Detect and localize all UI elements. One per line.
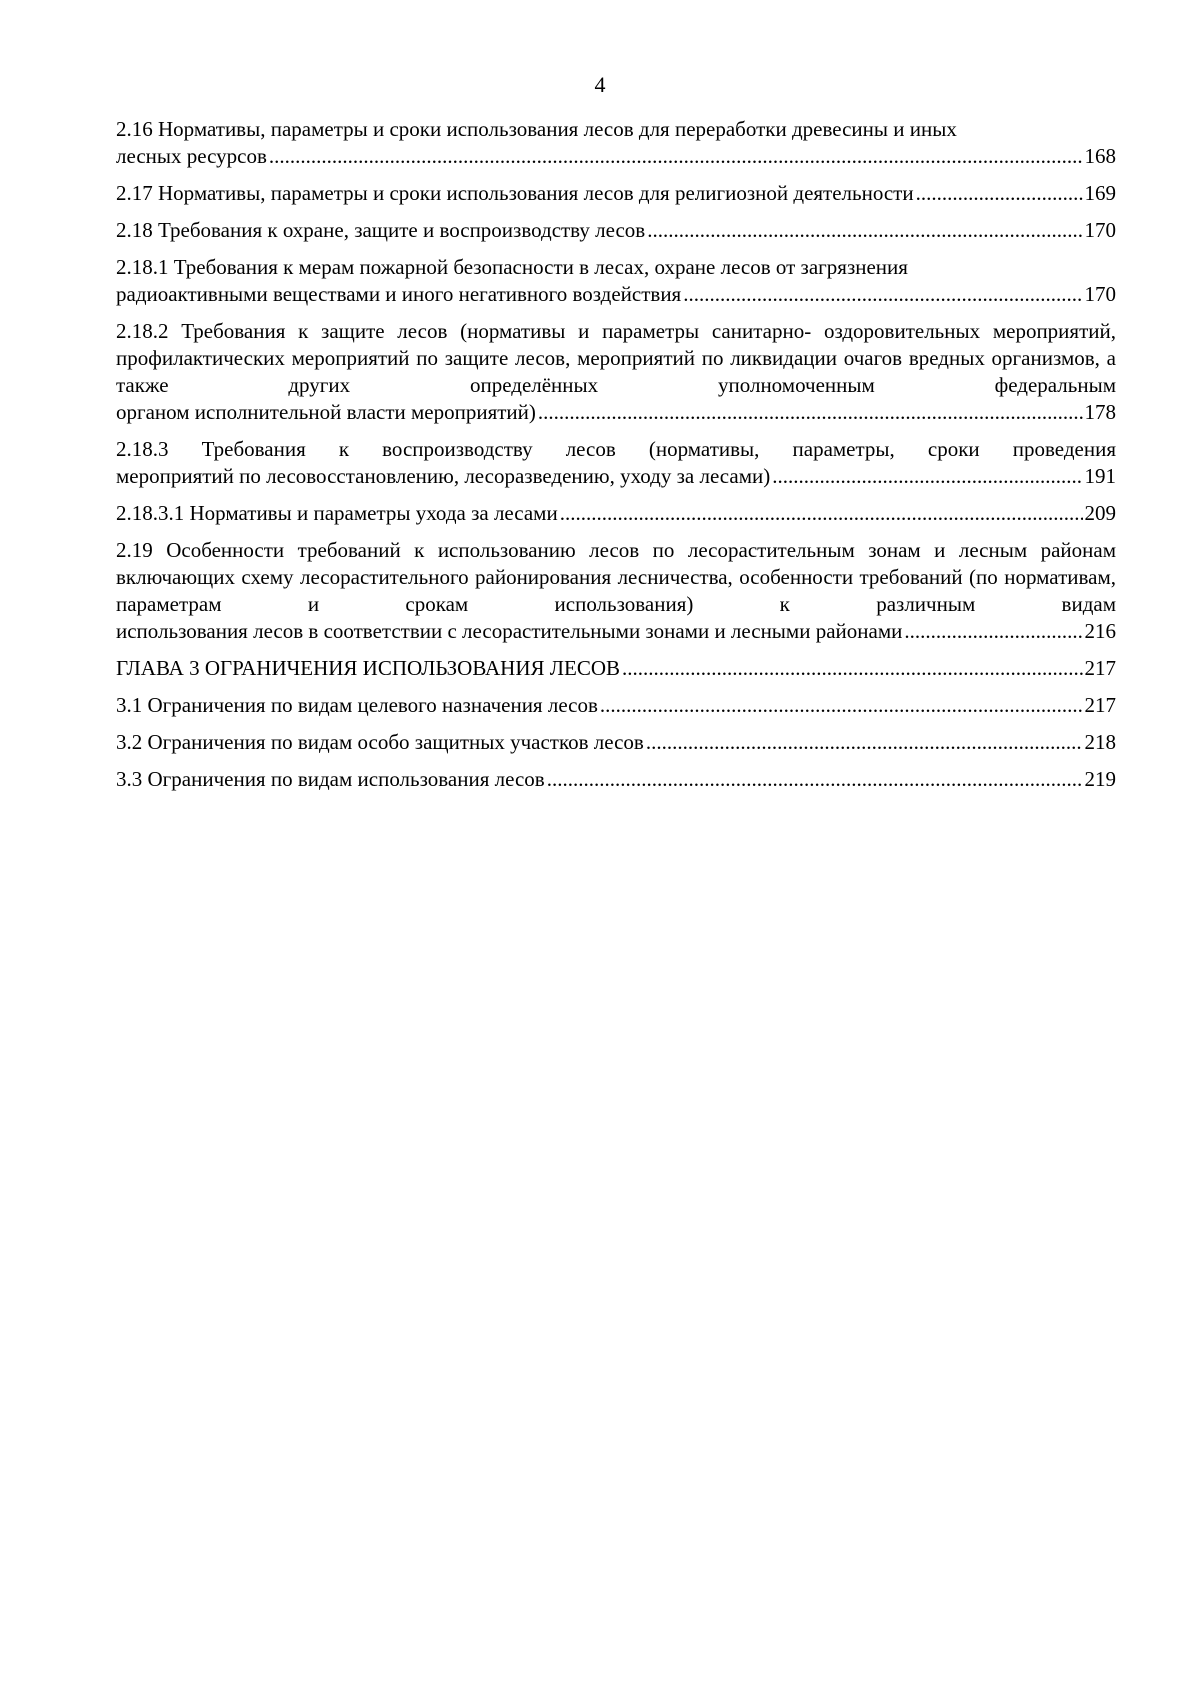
toc-entry-title: 2.18 Требования к охране, защите и воспроизводству лесов [116, 218, 646, 242]
toc-entry-2-18-3[interactable] [116, 436, 1116, 490]
toc-page-number: 178 [1084, 400, 1116, 424]
toc-entry-title: 2.17 Нормативы, параметры и сроки использования лесов для религиозной деятельности [116, 181, 914, 205]
toc-entry-2-16[interactable] [116, 116, 1116, 170]
toc-leader-dots [772, 463, 1082, 490]
toc-entry-text: 2.19 Особенности требований к использованию лесов по лесорастительным зонам и лесным районам включающих схему лесорастительного районирования лесничества, особенности требований (по нормативам, параметрам и срокам использования) к различным видам [116, 538, 1116, 616]
toc-leader-dots [269, 143, 1083, 170]
toc-entry-text: 2.16 Нормативы, параметры и сроки использования лесов для переработки древесины и иных [116, 117, 957, 141]
toc-page-number: 170 [1084, 218, 1116, 242]
toc-leader-dots [600, 692, 1083, 719]
toc-page-number: 170 [1084, 282, 1116, 306]
toc-page-number: 218 [1084, 730, 1116, 754]
toc-page-number: 219 [1084, 767, 1116, 791]
toc-page-number: 209 [1084, 501, 1116, 525]
toc-entry-title: 3.2 Ограничения по видам особо защитных участков лесов [116, 730, 644, 754]
toc-entry-2-19[interactable] [116, 537, 1116, 645]
toc-page-number: 191 [1084, 464, 1116, 488]
toc-entry-title: 2.18.3.1 Нормативы и параметры ухода за лесами [116, 501, 558, 525]
toc-page-number: 168 [1084, 144, 1116, 168]
toc-entry-text: 2.18.1 Требования к мерам пожарной безопасности в лесах, охране лесов от загрязнения [116, 255, 908, 279]
toc-entry-2-18-2[interactable] [116, 318, 1116, 426]
toc-page-number: 169 [1084, 181, 1116, 205]
toc-entry-title: радиоактивными веществами и иного негативного воздействия [116, 282, 682, 306]
toc-entry-title: мероприятий по лесовосстановлению, лесоразведению, уходу за лесами) [116, 464, 771, 488]
toc-page-number: 216 [1084, 619, 1116, 643]
toc-entry-2-18-1[interactable] [116, 254, 1116, 308]
toc-entry-title: 3.3 Ограничения по видам использования лесов [116, 767, 545, 791]
toc-entry-2-18-3-1[interactable] [116, 500, 1116, 527]
toc-entry-title: 3.1 Ограничения по видам целевого назначения лесов [116, 693, 598, 717]
toc-entry-text: 2.18.3 Требования к воспроизводству лесов (нормативы, параметры, сроки проведения [116, 437, 1116, 461]
toc-leader-dots [538, 399, 1083, 426]
toc-leader-dots [547, 766, 1083, 793]
toc-page-number: 217 [1084, 693, 1116, 717]
toc-entry-2-17[interactable] [116, 180, 1116, 207]
toc-entry-3-2[interactable] [116, 729, 1116, 756]
table-of-contents [116, 116, 1116, 803]
toc-leader-dots [916, 180, 1083, 207]
toc-leader-dots [622, 655, 1082, 682]
toc-page-number: 217 [1084, 656, 1116, 680]
toc-entry-2-18[interactable] [116, 217, 1116, 244]
toc-leader-dots [560, 500, 1083, 527]
toc-entry-3-3[interactable] [116, 766, 1116, 793]
toc-leader-dots [647, 217, 1082, 244]
toc-entry-title: использования лесов в соответствии с лесорастительными зонами и лесными районами [116, 619, 903, 643]
toc-leader-dots [683, 281, 1082, 308]
toc-entry-3-1[interactable] [116, 692, 1116, 719]
toc-entry-title: лесных ресурсов [116, 144, 267, 168]
toc-entry-title: органом исполнительной власти мероприятий) [116, 400, 536, 424]
toc-entry-text: 2.18.2 Требования к защите лесов (нормативы и параметры санитарно- оздоровительных мероприятий, профилактических мероприятий по защите лесов, мероприятий по ликвидации очагов вредных организмов, а также других определённых уполномоченным федеральным [116, 319, 1116, 397]
toc-leader-dots [904, 618, 1082, 645]
page-number: 4 [594, 72, 606, 97]
toc-chapter-title: ГЛАВА 3 ОГРАНИЧЕНИЯ ИСПОЛЬЗОВАНИЯ ЛЕСОВ [116, 656, 621, 680]
toc-leader-dots [646, 729, 1083, 756]
toc-entry-chapter-3[interactable] [116, 655, 1116, 682]
